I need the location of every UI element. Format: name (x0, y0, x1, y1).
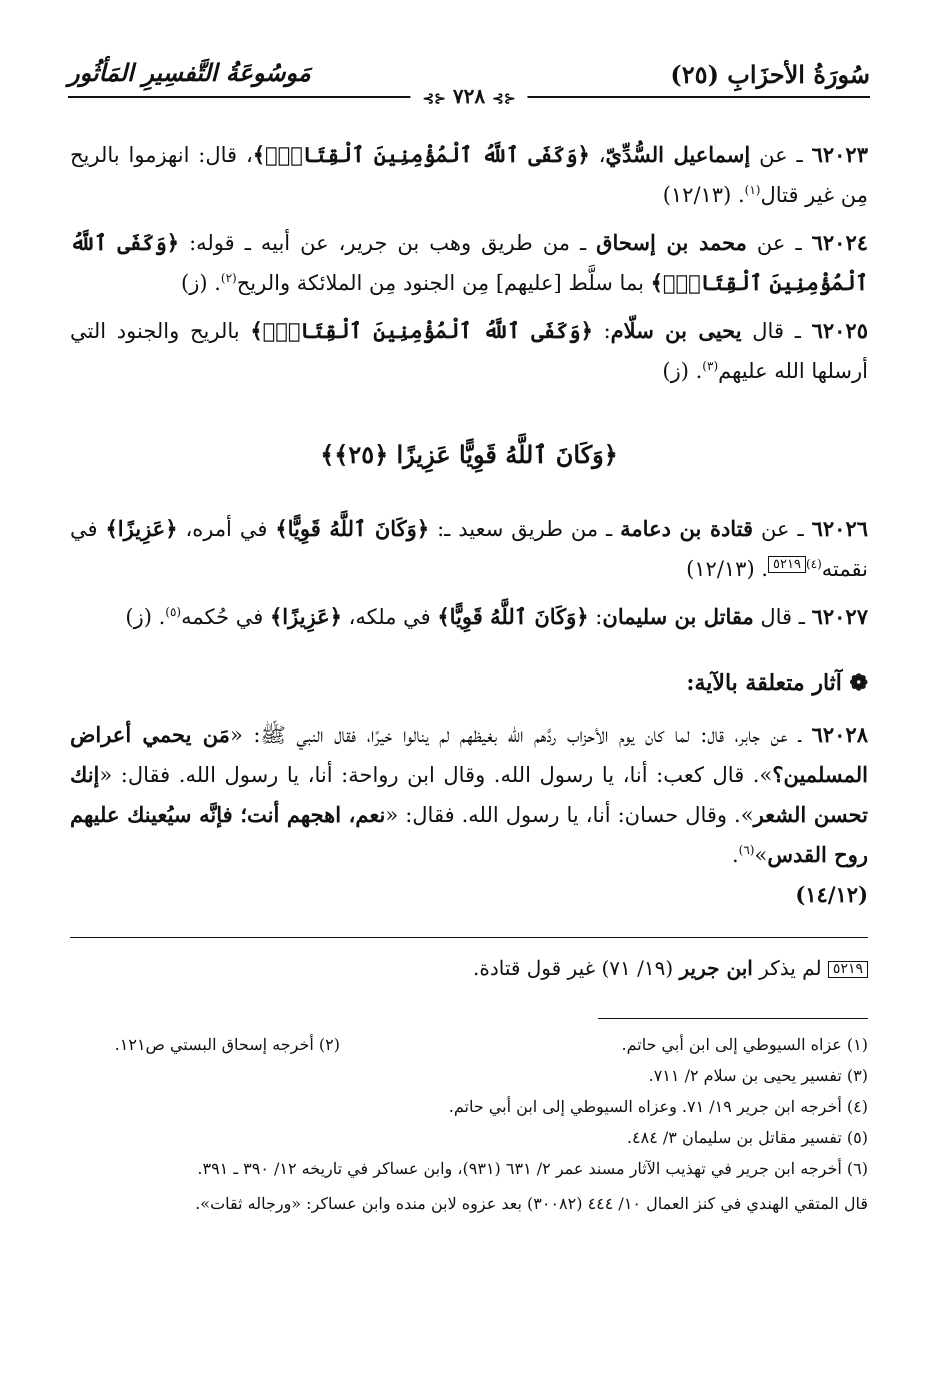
ornament-icon: ⊰⊱ (492, 91, 516, 107)
entry-text: ، قال: انهزموا بالريح مِن غير قتال (70, 143, 868, 207)
footnote-marker: (٥) (165, 605, 182, 619)
entry-author: قتادة بن دعامة (620, 516, 754, 541)
footnote-separator (598, 1018, 868, 1019)
entry-text: ، (589, 143, 606, 167)
athar-entry (70, 509, 868, 589)
entry-text: ـ قال (741, 319, 812, 343)
footnote-row (70, 1029, 868, 1060)
athar-entry (70, 597, 868, 637)
page-number-value: ٧٢٨ (452, 84, 486, 108)
entry-number: ٦٢٠٢٨ (811, 722, 868, 747)
footnote: (٦) أخرجه ابن جرير في تهذيب الآثار مسند عمر ٢/ ٦٣١ (٩٣١)، وابن عساكر في تاريخه ١٢/ ٣٩٠ ـ ٣٩١. (197, 1159, 868, 1178)
entry-text: » (754, 843, 768, 867)
entry-number: ٦٢٠٢٦ (811, 516, 869, 541)
quran-quote: ﴿وَكَفَى ٱللَّهُ ٱلْمُؤْمِنِينَ ٱلْقِتَالَۚ﴾ (250, 318, 593, 343)
entry-text: بالريح والجنود التي أرسلها الله عليهم (70, 319, 868, 383)
footnotes (70, 1029, 868, 1219)
athar-entry (70, 135, 868, 215)
entry-author: يحيى بن سلّام (610, 318, 742, 343)
entry-text: في أمره، (177, 517, 276, 541)
quran-quote: ﴿وَكَانَ ٱللَّهُ قَوِيًّا﴾ (437, 604, 589, 629)
entry-text: : (592, 319, 611, 343)
entry-text: ـ قال (753, 605, 812, 629)
entry-number: ٦٢٠٢٤ (811, 230, 869, 255)
entry-number: ٦٢٠٢٧ (811, 604, 868, 629)
verse-heading: ﴿وَكَانَ ٱللَّهُ قَوِيًّا عَزِيزًا ﴿٢٥﴾﴾ (320, 440, 618, 469)
footnote-marker: (٢) (220, 271, 237, 285)
footnote-marker: (٦) (738, 843, 755, 857)
entry-author: مقاتل بن سليمان (602, 604, 754, 629)
note-text: لم يذكر (752, 956, 828, 980)
entry-text: . (731, 843, 739, 867)
footnote-marker: (٣) (702, 359, 719, 373)
footnote-marker: (١) (744, 183, 761, 197)
entry-text: في نقمته (70, 517, 868, 581)
entry-author: إسماعيل السُّدِّيّ (605, 142, 751, 167)
quran-quote: ﴿وَكَفَى ٱللَّهُ ٱلْمُؤْمِنِينَ ٱلْقِتَالَۚ﴾ (70, 230, 868, 295)
footnote: (٤) أخرجه ابن جرير ١٩/ ٧١. وعزاه السيوطي إلى ابن أبي حاتم. (448, 1097, 868, 1116)
athar-entry (70, 715, 868, 915)
note-reference-box: ٥٢١٩ (768, 556, 806, 573)
entry-author: محمد بن إسحاق (596, 230, 747, 255)
quran-quote: ﴿عَزِيزًا﴾ (269, 604, 342, 629)
page-body (70, 135, 868, 1219)
editor-note (70, 952, 868, 984)
hadith-quote: مَن يحمي أعراض المسلمين؟ (70, 722, 868, 787)
footnote: (٣) تفسير يحيى بن سلام ٢/ ٧١١. (648, 1066, 868, 1085)
entry-text: ـ من طريق سعيد ـ: (429, 517, 621, 541)
entry-text: في حُكمه (181, 605, 270, 629)
page-number (410, 84, 527, 108)
book-title: مَوسُوعَةُ التَّفسِيرِ المَأثُور (68, 58, 311, 87)
entry-reference: . (ز) (181, 271, 221, 295)
entry-reference: . (١٢/١٣) (662, 183, 745, 207)
entry-text: بما سلَّط [عليهم] مِن الجنود مِن الملائكة والريح (236, 271, 651, 295)
footnote: (١) عزاه السيوطي إلى ابن أبي حاتم. (621, 1035, 868, 1054)
entry-text: في ملكه، (341, 605, 438, 629)
entry-text: ». قال كعب: أنا، يا رسول الله. وقال ابن رواحة: أنا، يا رسول الله. فقال: « (99, 763, 773, 787)
hadith-quote: إنك تحسن الشعر (70, 762, 868, 827)
surah-title: سُورَةُ الأحزَابِ (٢٥) (670, 60, 870, 89)
quran-quote: ﴿وَكَفَى ٱللَّهُ ٱلْمُؤْمِنِينَ ٱلْقِتَالَۚ﴾ (252, 142, 590, 167)
entry-text: ». وقال حسان: أنا، يا رسول الله. فقال: « (385, 803, 754, 827)
section-heading: ❁ آثار متعلقة بالآية: (686, 670, 868, 696)
entry-reference: . (ز) (662, 359, 703, 383)
entry-reference: (١٤/١٢) (795, 882, 868, 907)
entry-text: ـ عن (750, 143, 812, 167)
note-reference-box: ٥٢١٩ (828, 961, 868, 978)
entry-text: : (588, 605, 603, 629)
note-separator (70, 937, 868, 938)
entry-number: ٦٢٠٢٣ (811, 142, 868, 167)
entry-reference: . (١٢/١٣) (686, 557, 769, 581)
note-text: (١٩/ ٧١) غير قول قتادة. (472, 956, 680, 980)
footnote: (٥) تفسير مقاتل بن سليمان ٣/ ٤٨٤. (626, 1128, 868, 1147)
entry-text: ـ من طريق وهب بن جرير، عن أبيه ـ قوله: (179, 231, 597, 255)
entry-text: ـ عن (746, 231, 812, 255)
footnote: (٢) أخرجه إسحاق البستي ص١٢١. (114, 1035, 340, 1054)
note-author: ابن جرير (679, 956, 753, 980)
footnote-marker: (٤) (805, 557, 822, 571)
hadith-quote: نعم، اهجهم أنت؛ فإنَّه سيُعينك عليهم روح القدس (70, 802, 868, 867)
entry-text: ـ عن جابر، قال: لما كان يوم الأحزاب ردَّهم الله بغيظهم لم ينالوا خيرًا، فقال النبي ﷺ: « (229, 723, 812, 747)
ornament-icon: ⊰⊱ (422, 91, 446, 107)
entry-text: ـ عن (753, 517, 812, 541)
athar-entry (70, 311, 868, 391)
entry-reference: . (ز) (125, 605, 166, 629)
page-header (68, 52, 870, 108)
quran-quote: ﴿عَزِيزًا﴾ (105, 516, 178, 541)
footnote: قال المتقي الهندي في كنز العمال ١٠/ ٤٤٤ (٣٠٠٨٢) بعد عزوه لابن منده وابن عساكر: «ورجاله ثقات». (195, 1194, 868, 1213)
quran-quote: ﴿وَكَانَ ٱللَّهُ قَوِيًّا﴾ (275, 516, 430, 541)
athar-entry (70, 223, 868, 303)
entry-number: ٦٢٠٢٥ (811, 318, 868, 343)
